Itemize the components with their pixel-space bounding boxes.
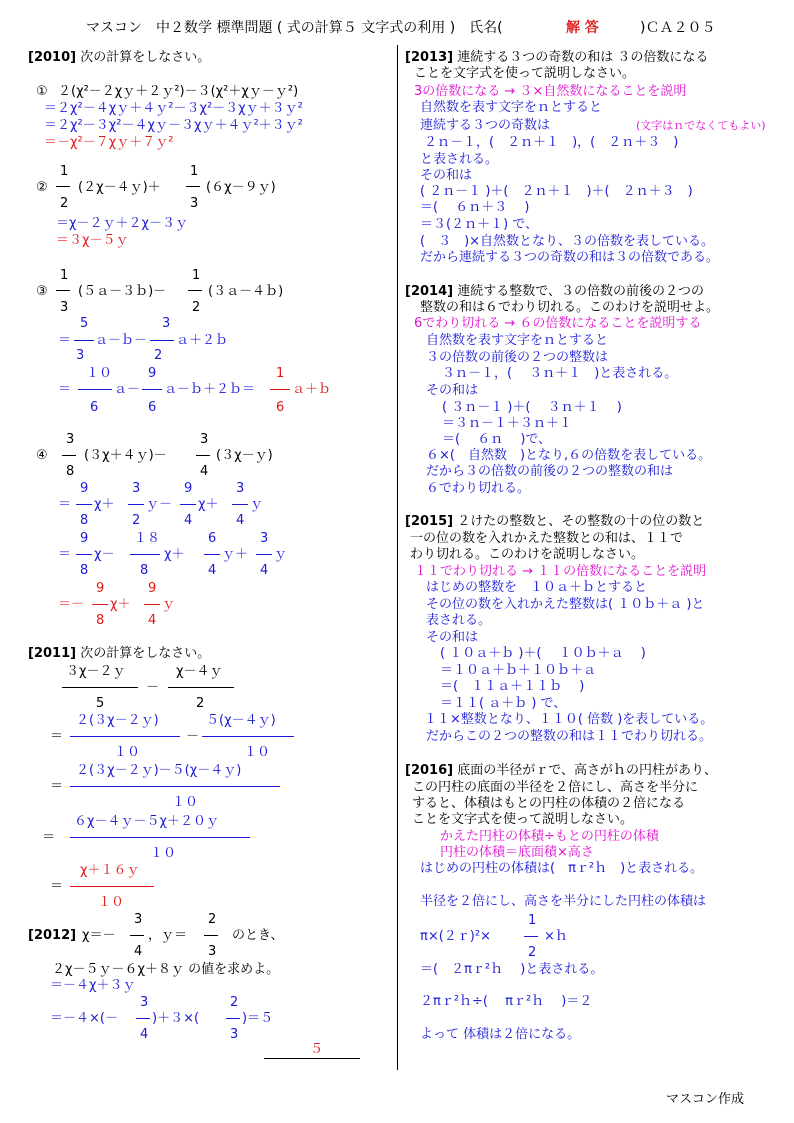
q2-frac2-num: 1	[190, 164, 199, 179]
answer-underline	[264, 1058, 360, 1059]
p2012-step-2-num-1: 3	[140, 995, 149, 1010]
problem-text: 底面の半径がｒで、高さがｈの円柱があり、	[457, 763, 717, 778]
fraction-bar	[226, 1018, 240, 1019]
p2011-den-2: 2	[196, 696, 205, 711]
fraction-bar	[62, 687, 138, 688]
p2013-note: (文字はｎでなくてもよい)	[636, 119, 766, 132]
q4-s1-gd: 4	[236, 513, 245, 528]
p2016-l4: ＝( ２πｒ²ｈ )と表される。	[420, 962, 604, 977]
q4-s1-e: 9	[184, 481, 193, 496]
fraction-bar	[186, 186, 200, 187]
p2012-step-2b: )＋３×(	[152, 1011, 200, 1026]
p2015-l3: 表される。	[426, 613, 492, 628]
problem-2011	[28, 646, 210, 662]
fraction-bar	[524, 936, 538, 937]
q3-s1-term-2: ａ＋２ｂ	[176, 333, 229, 348]
fraction-bar	[232, 504, 248, 505]
fraction-bar	[188, 290, 202, 291]
q3-term-1: (５ａ－３ｂ)－	[78, 284, 167, 299]
p2015-l1: はじめの整数を １０ａ＋ｂとすると	[426, 580, 648, 595]
p2012-text: ２χ－５ｙ－６χ＋８ｙ の値を求めよ。	[52, 962, 280, 977]
fraction-bar	[168, 687, 234, 688]
q4-s1-a: 9	[80, 481, 89, 496]
problem-number: [2010]	[28, 50, 77, 65]
q4-frac1-num: 3	[66, 432, 75, 447]
fraction-bar	[56, 290, 70, 291]
fraction-bar	[204, 554, 220, 555]
q4-s1-b: χ＋	[94, 497, 115, 512]
p2013-l10: だから連続する３つの奇数の和は３の倍数である。	[420, 250, 720, 265]
p2014-l4: その和は	[426, 383, 479, 398]
p2011-s3-eq: ＝	[42, 830, 56, 845]
p2012-step-2a: ＝－４×(－	[50, 1011, 118, 1026]
q4-ans-cd: 4	[148, 613, 157, 628]
q3-frac2-num: 1	[192, 268, 201, 283]
p2011-answer-den: １０	[98, 895, 125, 910]
q3-frac1-num: 1	[60, 268, 69, 283]
p2011-s2-den: １０	[172, 795, 199, 810]
fraction-bar	[76, 554, 92, 555]
q1-answer: ＝－χ²－７χｙ＋７ｙ²	[44, 135, 174, 150]
p2011-s2-eq: ＝	[50, 779, 64, 794]
fraction-bar	[196, 455, 210, 456]
p2012-cond-num-2: 2	[208, 912, 217, 927]
p2011-s1-num-2: ５(χ－４ｙ)	[206, 713, 276, 728]
p2016-l3-den: 2	[528, 945, 537, 960]
answer-label: 解 答	[566, 20, 599, 36]
q3-s1-frac1-den: 3	[76, 348, 85, 363]
q3-frac1-den: 3	[60, 300, 69, 315]
q4-ans-d: ｙ	[162, 597, 176, 612]
problem-number: [2014]	[405, 284, 454, 299]
fraction-bar	[136, 1018, 150, 1019]
q3-frac2-den: 2	[192, 300, 201, 315]
q4-ans-b: χ＋	[110, 597, 131, 612]
p2013-l6: ( ２ｎ－１ )＋( ２ｎ＋１ )＋( ２ｎ＋３ )	[420, 184, 693, 199]
q4-s2-h: ｙ	[274, 547, 288, 562]
q3-s2-frac1-den: 6	[90, 400, 99, 415]
q2-frac1-num: 1	[60, 164, 69, 179]
p2013-l9: ( ３ )×自然数となり、３の倍数を表している。	[420, 234, 715, 249]
q3-s2-frac2-num: 9	[148, 366, 157, 381]
p2015-l8: ＝１１( ａ＋ｂ ) で、	[440, 696, 567, 711]
p2014-l1: 自然数を表す文字をｎとすると	[426, 333, 609, 348]
q4-term-2: (３χ－ｙ)	[216, 448, 273, 463]
q4-s1-g: 3	[236, 481, 245, 496]
p2016-l3a: π×(２ｒ)²×	[420, 929, 491, 944]
q4-s2-f: ｙ＋	[222, 547, 249, 562]
q4-s1-c: 3	[132, 481, 141, 496]
problem-number: [2012]	[28, 928, 77, 943]
p2012-cond-den-1: 4	[134, 944, 143, 959]
problem-2016	[405, 763, 717, 779]
column-divider	[397, 45, 398, 1070]
q3-s1-frac2-num: 3	[162, 316, 171, 331]
p2014-l2: ３の倍数の前後の２つの整数は	[426, 350, 609, 365]
fraction-bar	[70, 736, 180, 737]
fraction-bar	[150, 340, 174, 341]
p2015-l10: だからこの２つの整数の和は１１でわり切れる。	[426, 729, 713, 744]
q3-s1-term-1: ａ－ｂ－	[95, 333, 148, 348]
problem-text: 次の計算をしなさい。	[80, 50, 211, 65]
p2012-step-2-num-2: 2	[230, 995, 239, 1010]
p2013-l2: 連続する３つの奇数は	[420, 118, 551, 133]
p2012-answer: ５	[310, 1042, 324, 1057]
p2014-l7: ＝( ６ｎ )で、	[442, 432, 552, 447]
p2016-l3-num: 1	[528, 913, 537, 928]
q2-step-1: ＝χ－２ｙ＋２χ－３ｙ	[56, 216, 189, 231]
fraction-bar	[256, 554, 272, 555]
p2011-s1-eq: ＝	[50, 729, 64, 744]
p2011-den-1: 5	[96, 696, 105, 711]
fraction-bar	[78, 389, 112, 390]
q4-frac1-den: 8	[66, 464, 75, 479]
p2016-hint-1: かえた円柱の体積÷もとの円柱の体積	[440, 829, 659, 844]
fraction-bar	[142, 389, 162, 390]
fraction-bar	[70, 786, 280, 787]
problem-number: [2015]	[405, 514, 454, 529]
q4-s2-gd: 4	[260, 563, 269, 578]
p2012-step-2c: )＝５	[242, 1011, 274, 1026]
p2014-l3: ３ｎ－１，( ３ｎ＋１ )と表される。	[442, 366, 678, 381]
q3-s2-frac1-num: １０	[86, 366, 113, 381]
q4-ans-eq: ＝－	[58, 597, 85, 612]
q4-ans-ad: 8	[96, 613, 105, 628]
p2014-q2: 整数の和は６でわり切れる。このわけを説明せよ。	[420, 300, 720, 315]
q4-s2-b: χ－	[94, 547, 115, 562]
q4-ans-a: 9	[96, 581, 105, 596]
page-title: マスコン 中２数学 標準問題 ( 式の計算５ 文字式の利用 ) 氏名(	[86, 20, 503, 36]
p2016-l3b: ×ｈ	[544, 929, 568, 944]
p2015-l4: その和は	[426, 630, 479, 645]
p2016-q3: すると、体積はもとの円柱の体積の２倍になる	[412, 796, 686, 811]
q3-s1-frac1-num: 5	[80, 316, 89, 331]
problem-text: 連続する３つの奇数の和は ３の倍数になる	[457, 50, 709, 65]
p2016-l2: 半径を２倍にし、高さを半分にした円柱の体積は	[420, 894, 707, 909]
q1-step-1: ＝２χ²－４χｙ＋４ｙ²－３χ²－３χｙ＋３ｙ²	[44, 101, 303, 116]
p2012-cond-1: χ＝－	[82, 928, 116, 943]
problem-2014	[405, 284, 704, 300]
p2015-hint: １１でわり切れる → １１の倍数になることを説明	[414, 564, 707, 579]
p2014-l8: ６×( 自然数 )となり,６の倍数を表している。	[426, 448, 712, 463]
p2014-l10: ６でわり切れる。	[426, 481, 531, 496]
problem-2010	[28, 50, 210, 66]
fraction-bar	[204, 935, 218, 936]
q4-number: ④	[36, 448, 48, 463]
q4-s2-c: １８	[134, 531, 161, 546]
p2011-num-2: χ－４ｙ	[176, 664, 223, 679]
q3-s2-term-2: ａ－ｂ＋２ｂ＝	[164, 382, 256, 397]
p2015-l7: ＝( １１ａ＋１１ｂ )	[440, 679, 585, 694]
p2013-l8: ＝３(２ｎ＋１) で、	[420, 217, 539, 232]
q4-frac2-den: 4	[200, 464, 209, 479]
fraction-bar	[70, 837, 250, 838]
q4-s2-cd: 8	[140, 563, 149, 578]
fraction-bar	[202, 736, 294, 737]
footer-credit: マスコン作成	[666, 1092, 745, 1107]
p2013-q2: ことを文字式を使って説明しなさい。	[414, 66, 636, 81]
q2-answer: ＝３χ－５ｙ	[56, 233, 129, 248]
q4-s2-e: 6	[208, 531, 217, 546]
p2015-l9: １１×整数となり、１１０( 倍数 )を表している。	[424, 712, 714, 727]
p2015-q2: 一の位の数を入れかえた整数との和は、１１で	[410, 531, 684, 546]
p2011-s2-num: ２(３χ－２ｙ)－５(χ－４ｙ)	[76, 763, 242, 778]
p2013-l4: と表される。	[420, 152, 499, 167]
fraction-bar	[56, 186, 70, 187]
q3-answer-den: 6	[276, 400, 285, 415]
p2015-l6: ＝１０ａ＋ｂ＋１０ｂ＋ａ	[440, 663, 597, 678]
p2016-q4: ことを文字式を使って説明しなさい。	[412, 812, 634, 827]
fraction-bar	[92, 604, 108, 605]
q4-frac2-num: 3	[200, 432, 209, 447]
fraction-bar	[270, 389, 290, 390]
p2013-l5: その和は	[420, 168, 473, 183]
p2012-cond-3: のとき、	[232, 928, 284, 943]
p2011-s1-den-2: １０	[244, 745, 271, 760]
p2011-num-1: ３χ－２ｙ	[66, 664, 126, 679]
p2016-l5: ２πｒ²ｈ÷( πｒ²ｈ )＝２	[420, 994, 593, 1009]
p2012-cond-num-1: 3	[134, 912, 143, 927]
p2013-l7: ＝( ６ｎ＋３ )	[420, 200, 530, 215]
q4-s1-ed: 4	[184, 513, 193, 528]
q1-expression: ２(χ²－２χｙ＋２ｙ²)－３(χ²＋χｙ－ｙ²)	[58, 84, 299, 99]
problem-number: [2011]	[28, 646, 77, 661]
p2016-hint-2: 円柱の体積＝底面積×高さ	[440, 845, 594, 860]
fraction-bar	[144, 604, 160, 605]
q4-s2-g: 3	[260, 531, 269, 546]
p2011-s1-num-1: ２(３χ－２ｙ)	[76, 713, 159, 728]
q2-frac1-den: 2	[60, 196, 69, 211]
q4-term-1: (３χ＋４ｙ)－	[84, 448, 167, 463]
q4-s1-cd: 2	[132, 513, 141, 528]
p2012-cond-2: ，ｙ＝	[148, 928, 188, 943]
q4-s2-eq: ＝	[58, 547, 72, 562]
q4-s2-ad: 8	[80, 563, 89, 578]
q2-term-1: (２χ－４ｙ)＋	[78, 180, 161, 195]
q2-frac2-den: 3	[190, 196, 199, 211]
q4-s1-ad: 8	[80, 513, 89, 528]
q3-s1-frac2-den: 2	[154, 348, 163, 363]
fraction-bar	[130, 554, 160, 555]
p2012-step-2-den-2: 3	[230, 1027, 239, 1042]
q1-step-2: ＝２χ²－３χ²－４χｙ－３χｙ＋４ｙ²＋３ｙ²	[44, 118, 303, 133]
problem-number: [2013]	[405, 50, 454, 65]
p2011-s1-den-1: １０	[114, 745, 141, 760]
problem-text: 連続する整数で、３の倍数の前後の２つの	[457, 284, 704, 299]
p2014-l5: ( ３ｎ－１ )＋( ３ｎ＋１ )	[442, 400, 622, 415]
q4-s2-a: 9	[80, 531, 89, 546]
q4-s1-d: ｙ－	[146, 497, 173, 512]
p2014-l6: ＝３ｎ－１＋３ｎ＋１	[442, 416, 573, 431]
p2013-l3: ２ｎ－１，( ２ｎ＋１ )，( ２ｎ＋３ )	[424, 135, 679, 150]
fraction-bar	[62, 455, 76, 456]
p2014-l9: だから３の倍数の前後の２つの整数の和は	[426, 464, 674, 479]
p2013-hint: 3の倍数になる → ３×自然数になることを説明	[414, 84, 687, 99]
q3-s1-eq: ＝	[58, 333, 72, 348]
q4-s1-f: χ＋	[198, 497, 219, 512]
problem-2015	[405, 514, 704, 530]
problem-2013	[405, 50, 708, 66]
q4-ans-c: 9	[148, 581, 157, 596]
p2011-s3-den: １０	[150, 846, 177, 861]
p2016-l1: はじめの円柱の体積は( πｒ²ｈ )と表される。	[420, 861, 704, 876]
problem-text: ２けたの整数と、その整数の十の位の数と	[457, 514, 705, 529]
q3-answer-num: 1	[276, 366, 285, 381]
p2016-l6: よって 体積は２倍になる。	[420, 1027, 581, 1042]
p2011-answer-num: χ＋１６ｙ	[80, 863, 140, 878]
problem-text: 次の計算をしなさい。	[80, 646, 211, 661]
q4-s2-d: χ＋	[164, 547, 185, 562]
fraction-bar	[128, 504, 144, 505]
p2011-ans-eq: ＝	[50, 879, 64, 894]
worksheet-code: )ＣＡ２０５	[640, 20, 716, 36]
fraction-bar	[74, 340, 94, 341]
q3-number: ③	[36, 284, 48, 299]
q4-s1-eq: ＝	[58, 497, 72, 512]
q4-s1-h: ｙ	[250, 497, 264, 512]
q4-s2-ed: 4	[208, 563, 217, 578]
p2013-l1: 自然数を表す文字をｎとすると	[420, 100, 603, 115]
p2014-hint: 6でわり切れる → ６の倍数になることを説明する	[414, 316, 702, 331]
p2011-s3-num: ６χ－４ｙ－５χ＋２０ｙ	[74, 814, 220, 829]
fraction-bar	[70, 886, 154, 887]
fraction-bar	[76, 504, 92, 505]
q3-term-2: (３ａ－４ｂ)	[208, 284, 284, 299]
p2012-step-2-den-1: 4	[140, 1027, 149, 1042]
p2015-l5: ( １０ａ＋ｂ )＋( １０ｂ＋ａ )	[440, 646, 646, 661]
q3-s2-eq: ＝	[58, 382, 72, 397]
p2011-minus: －	[146, 680, 160, 695]
problem-number: [2016]	[405, 763, 454, 778]
q1-number: ①	[36, 84, 48, 99]
p2015-q3: わり切れる。このわけを説明しなさい。	[410, 547, 645, 562]
q3-answer-term: ａ＋ｂ	[292, 382, 332, 397]
p2016-q2: この円柱の底面の半径を２倍にし、高さを半分に	[412, 780, 699, 795]
p2015-l2: その位の数を入れかえた整数は( １０ｂ＋ａ )と	[426, 597, 705, 612]
q3-s2-frac2-den: 6	[148, 400, 157, 415]
fraction-bar	[130, 935, 144, 936]
p2012-cond-den-2: 3	[208, 944, 217, 959]
p2011-s1-minus: －	[186, 729, 200, 744]
q3-s2-term-1: ａ－	[114, 382, 141, 397]
fraction-bar	[180, 504, 196, 505]
q2-term-2: (６χ－９ｙ)	[206, 180, 276, 195]
p2012-step-1: ＝－４χ＋３ｙ	[50, 978, 136, 993]
q2-number: ②	[36, 180, 48, 195]
